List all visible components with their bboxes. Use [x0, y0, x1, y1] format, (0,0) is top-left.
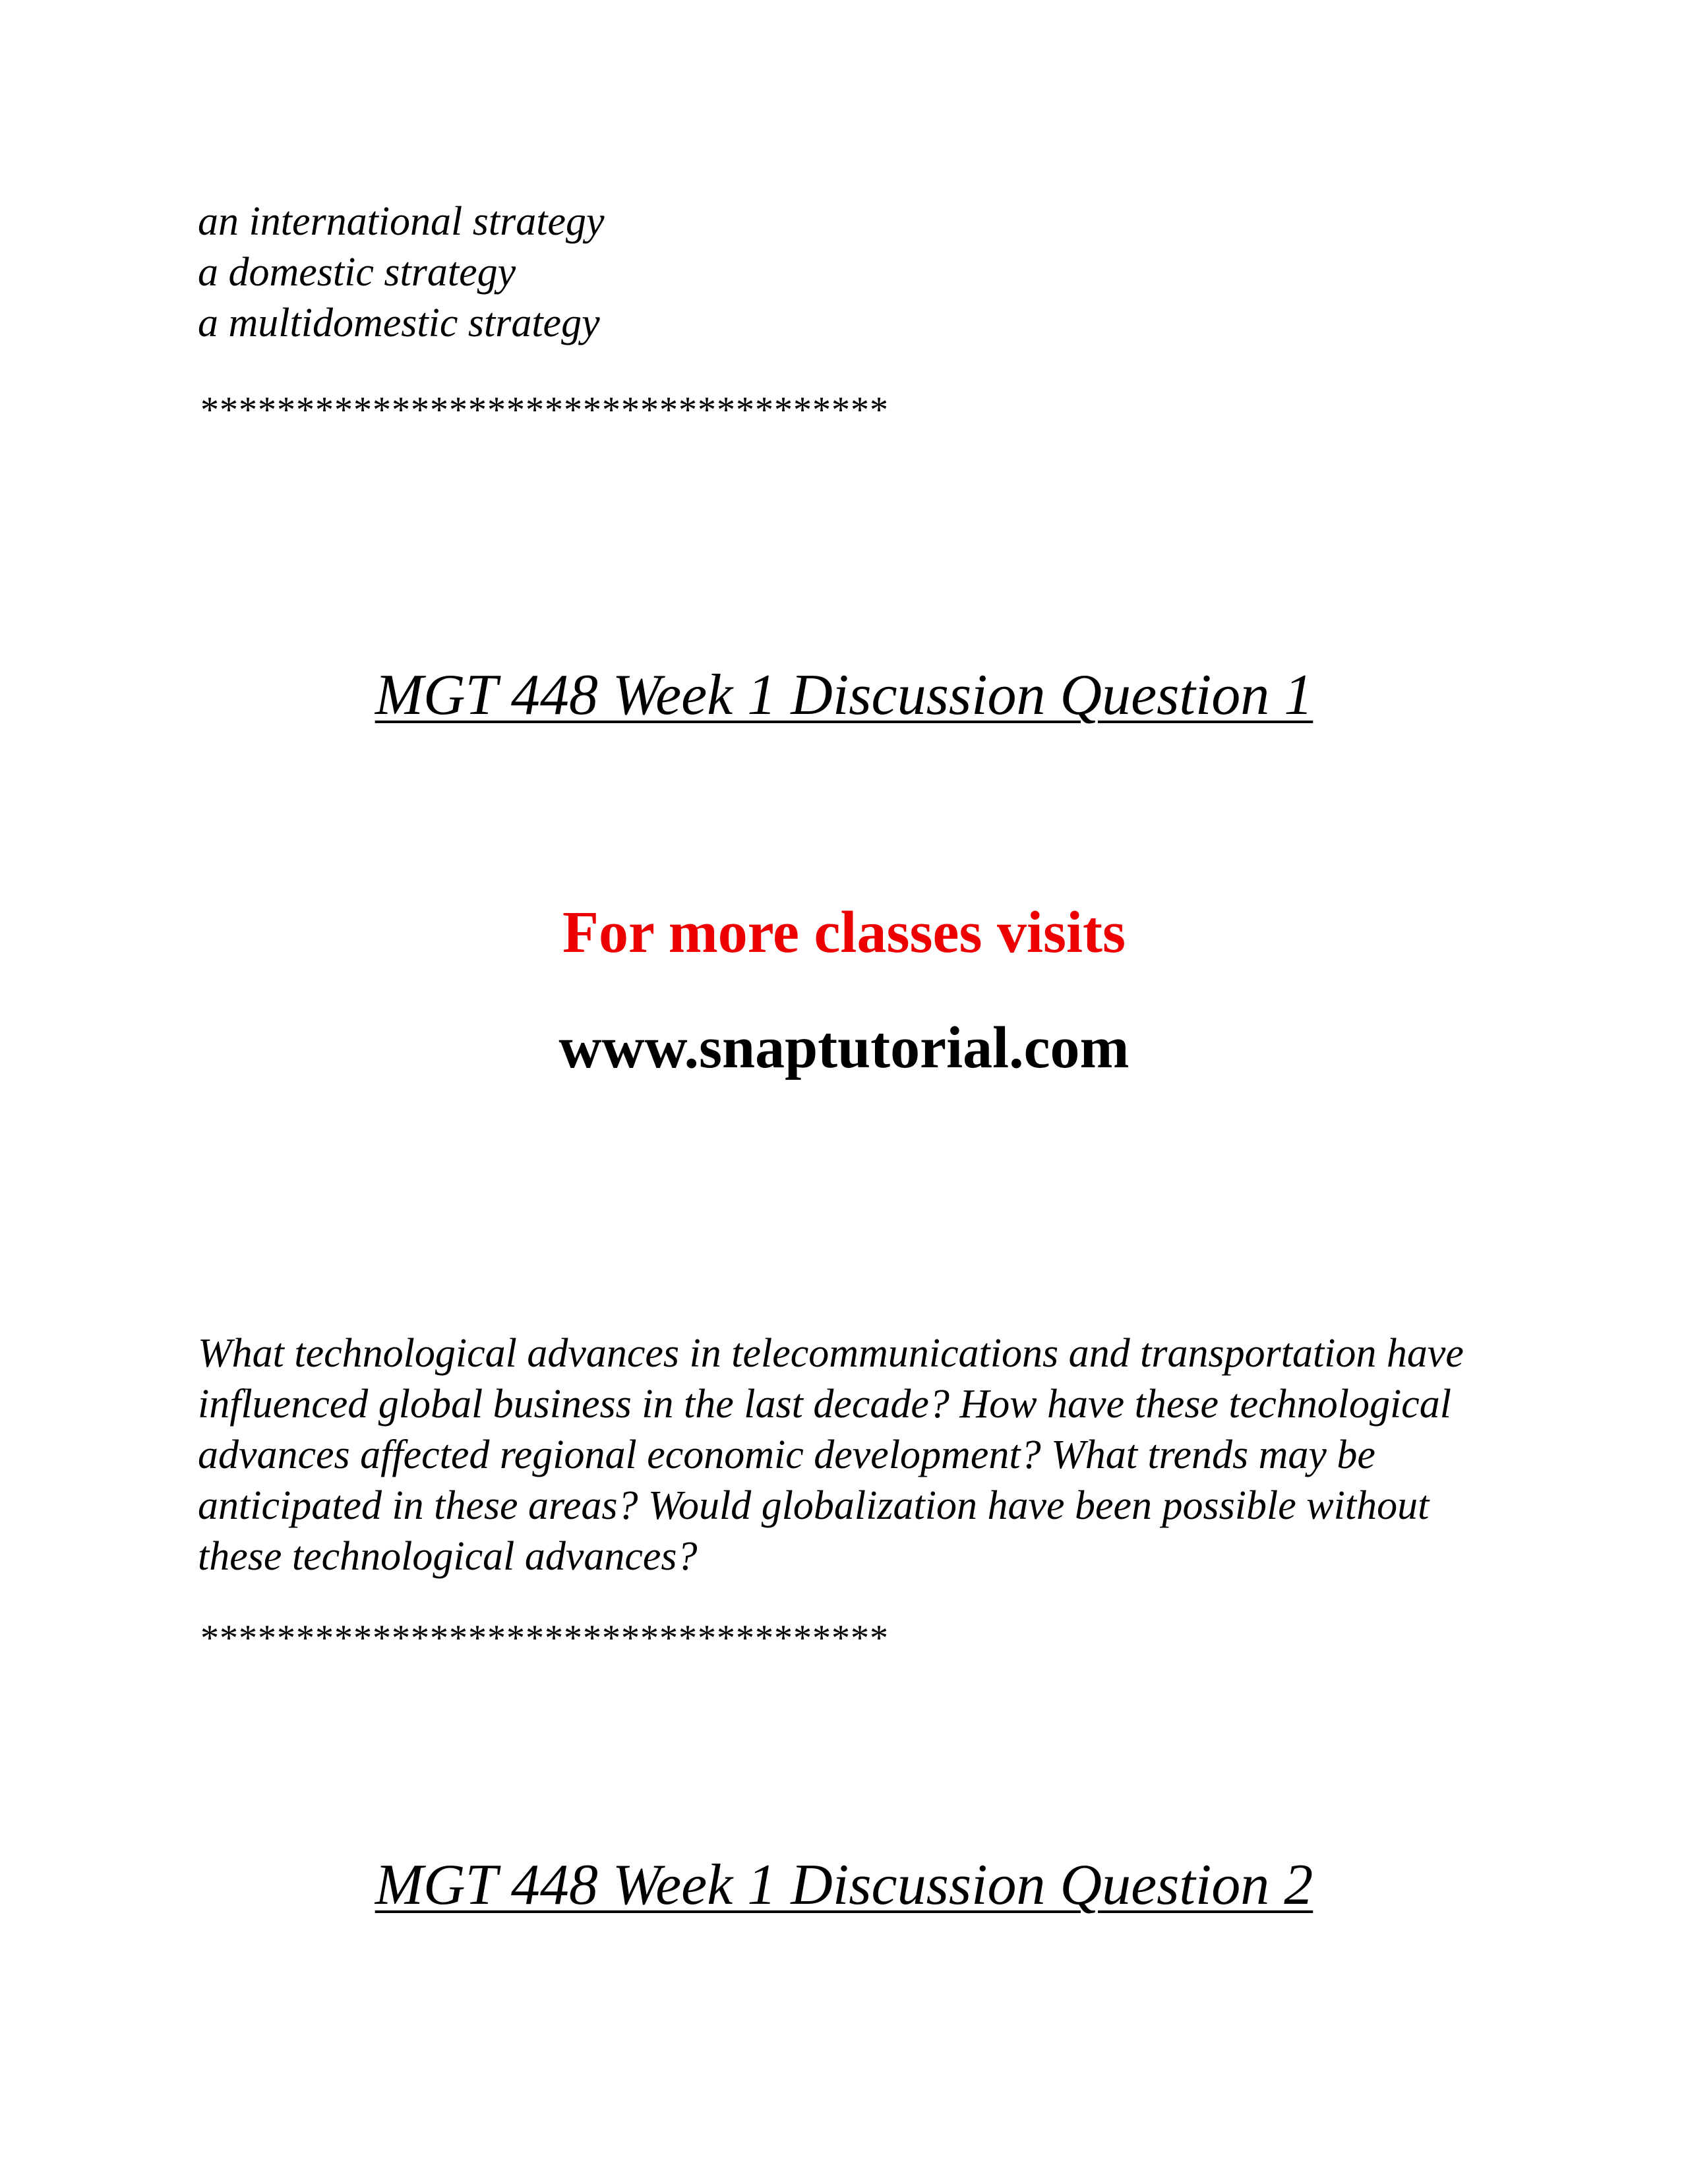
promo-url: www.snaptutorial.com [558, 1015, 1130, 1080]
asterisk-divider: ************************************ [200, 390, 889, 430]
discussion-question-1-title: MGT 448 Week 1 Discussion Question 1 [375, 663, 1313, 727]
answer-option: an international strategy [198, 199, 605, 244]
answer-option: a domestic strategy [198, 250, 516, 295]
question-text: What technological advances in telecommunications and transportation have influenced global business in the last decade? How have these technological advances affected regional economic development? What trends may be anticipated in these areas? Would globalization have been possible without these technological advances? [198, 1331, 1464, 1579]
discussion-question-2-title: MGT 448 Week 1 Discussion Question 2 [375, 1853, 1313, 1917]
answer-options-list [198, 196, 605, 349]
answer-option: a multidomestic strategy [198, 301, 600, 345]
asterisk-divider: ************************************ [200, 1618, 889, 1659]
promo-text: For more classes visits [562, 900, 1126, 965]
